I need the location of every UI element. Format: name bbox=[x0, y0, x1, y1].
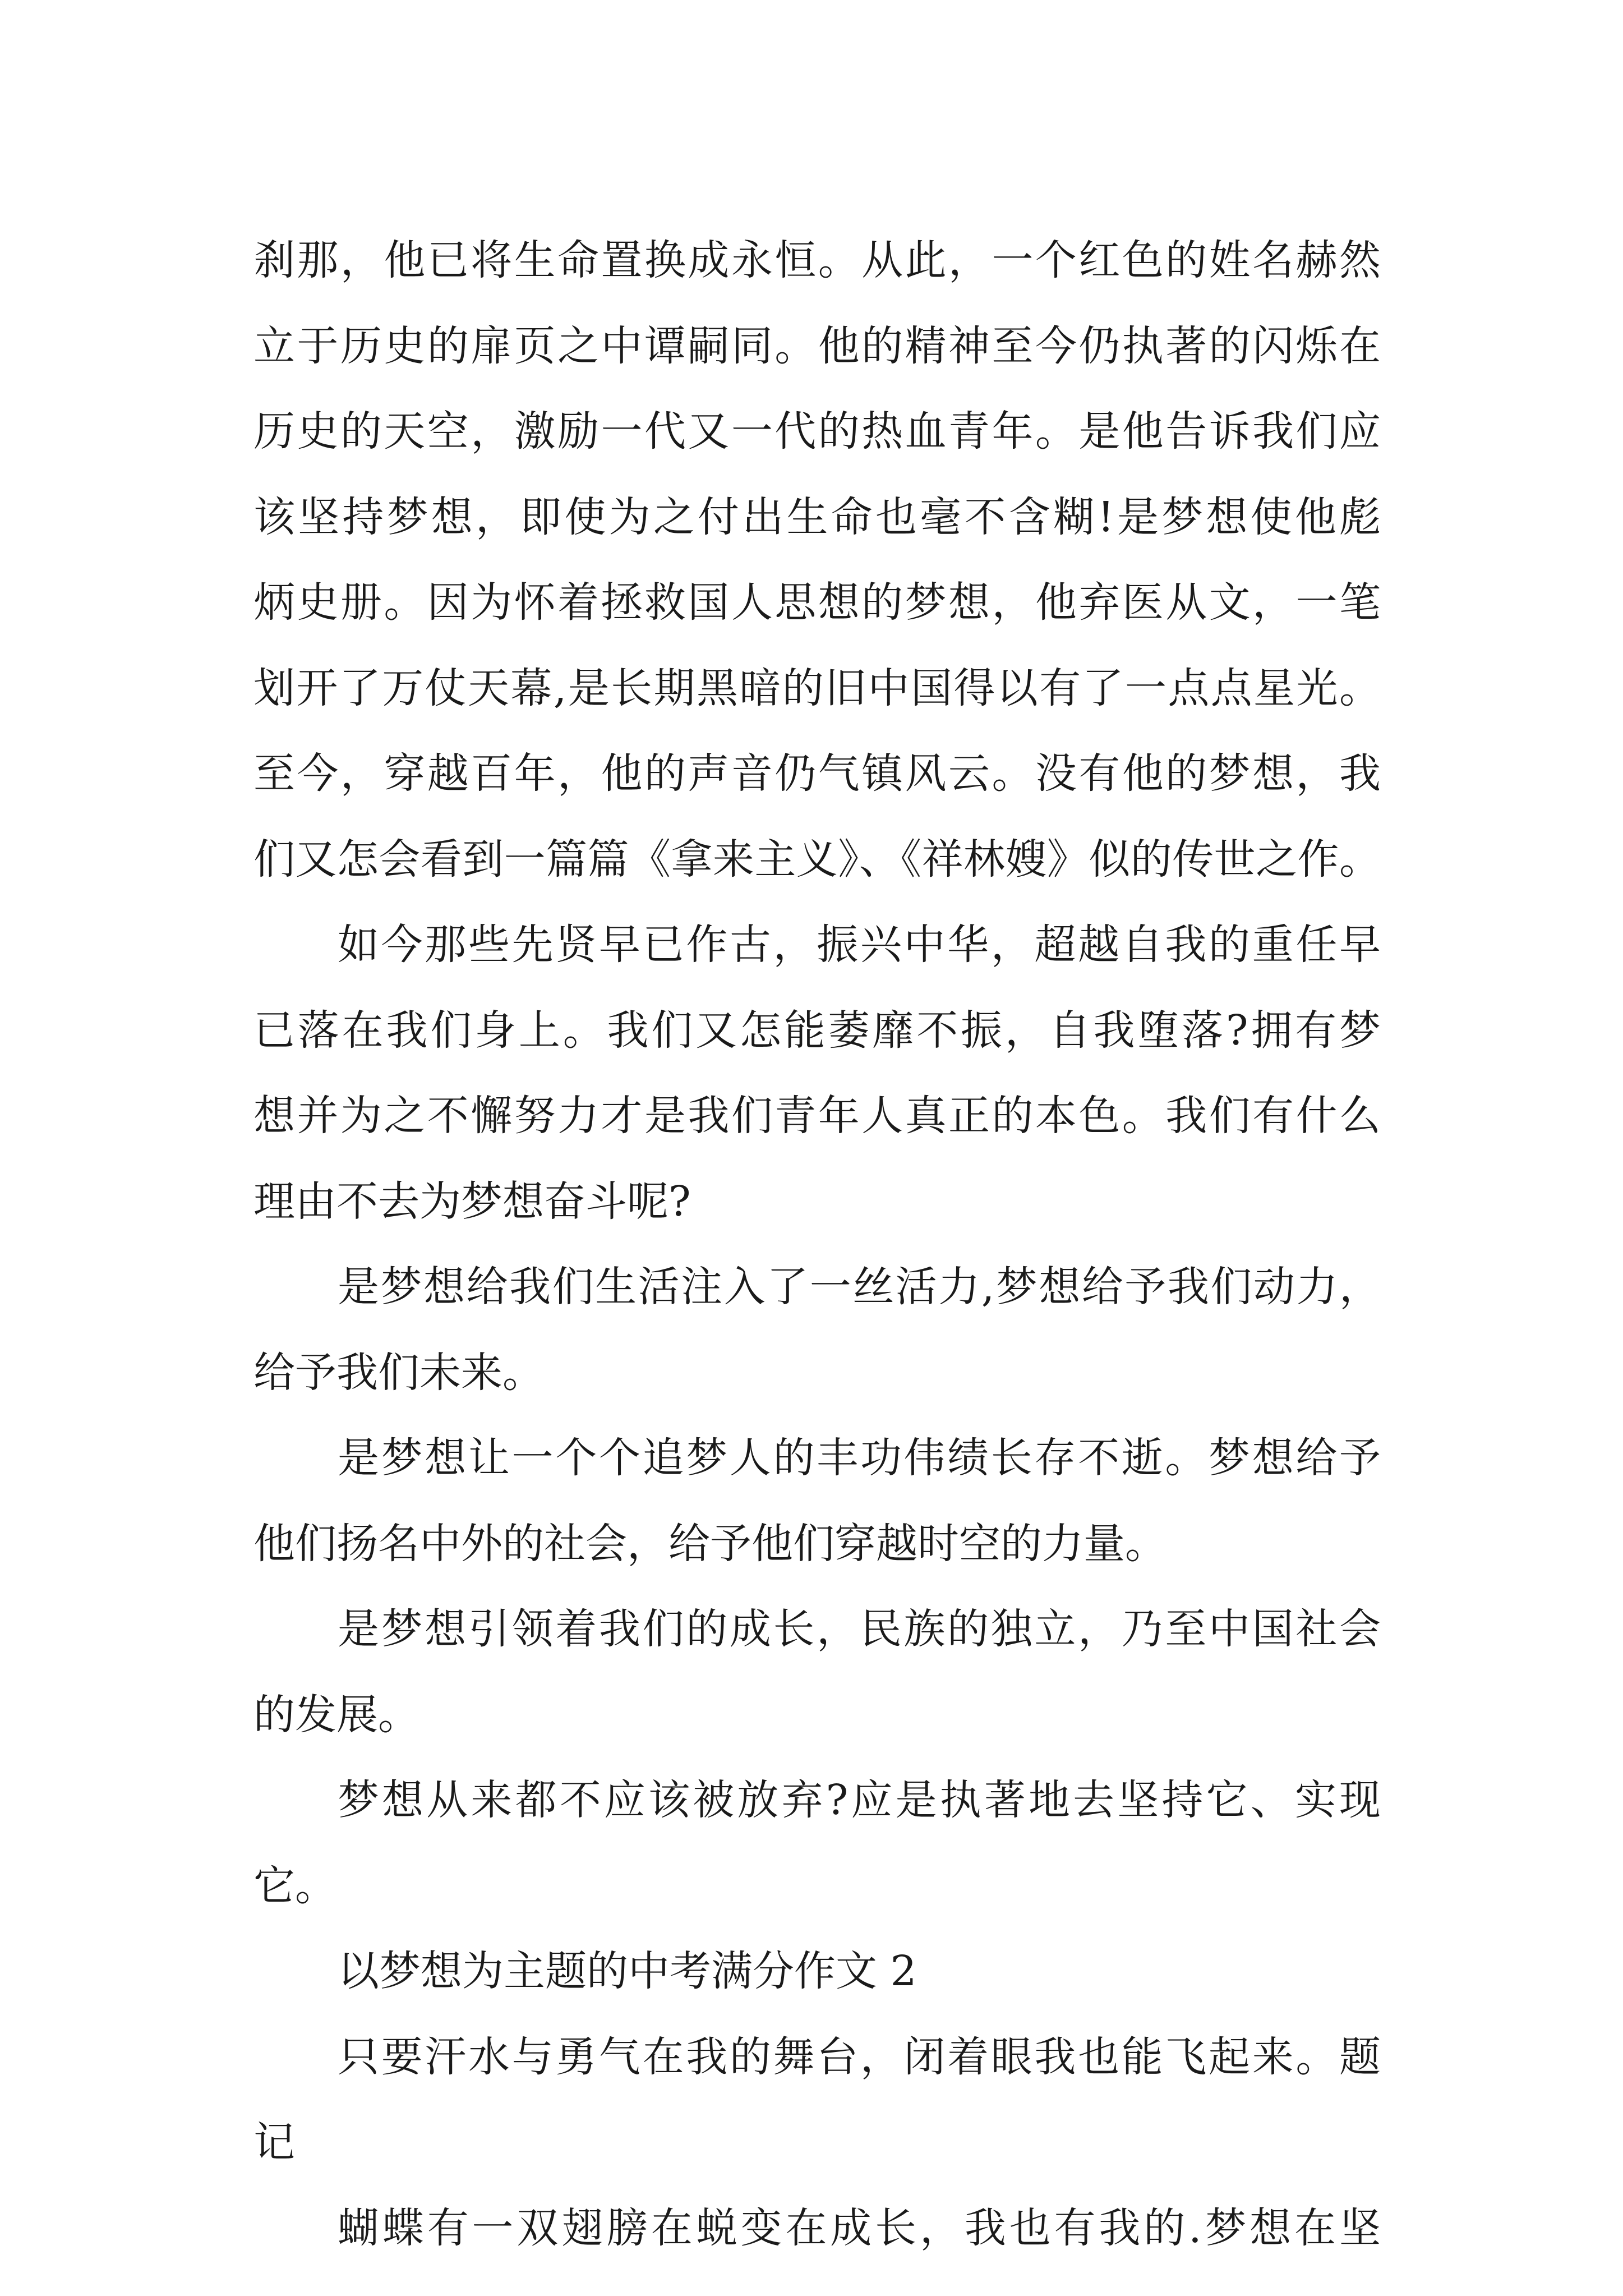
text-line: 立于历史的扉页之中谭嗣同。他的精神至今仍执著的闪烁在 bbox=[253, 321, 1381, 370]
text-line: 给予我们未来。 bbox=[253, 1348, 544, 1397]
text-line: 的发展。 bbox=[253, 1690, 419, 1739]
body-text bbox=[253, 218, 1381, 2271]
text-line: 是梦想给我们生活注入了一丝活力,梦想给予我们动力， bbox=[338, 1263, 1381, 1311]
text-line: 已落在我们身上。我们又怎能萎靡不振，自我堕落?拥有梦 bbox=[253, 1006, 1381, 1055]
text-line: 以梦想为主题的中考满分作文 2 bbox=[338, 1947, 917, 1995]
text-line: 至今，穿越百年，他的声音仍气镇风云。没有他的梦想，我 bbox=[253, 749, 1381, 798]
text-line: 该坚持梦想，即使为之付出生命也毫不含糊!是梦想使他彪 bbox=[253, 493, 1381, 541]
text-line: 是梦想引领着我们的成长，民族的独立，乃至中国社会 bbox=[338, 1605, 1381, 1653]
text-line: 记 bbox=[253, 2118, 295, 2166]
text-line: 们又怎会看到一篇篇《拿来主义》、《祥林嫂》似的传世之作。 bbox=[253, 835, 1381, 884]
text-line: 蝴蝶有一双翅膀在蜕变在成长，我也有我的.梦想在坚 bbox=[338, 2203, 1381, 2252]
text-line: 历史的天空，激励一代又一代的热血青年。是他告诉我们应 bbox=[253, 407, 1381, 455]
text-line: 炳史册。因为怀着拯救国人思想的梦想，他弃医从文，一笔 bbox=[253, 578, 1381, 627]
text-line: 梦想从来都不应该被放弃?应是执著地去坚持它、实现 bbox=[338, 1776, 1381, 1824]
text-line: 他们扬名中外的社会，给予他们穿越时空的力量。 bbox=[253, 1519, 1166, 1568]
text-line: 它。 bbox=[253, 1861, 336, 1910]
text-line: 刹那，他已将生命置换成永恒。从此，一个红色的姓名赫然 bbox=[253, 236, 1381, 284]
text-line: 理由不去为梦想奋斗呢? bbox=[253, 1177, 691, 1226]
text-line: 是梦想让一个个追梦人的丰功伟绩长存不逝。梦想给予 bbox=[338, 1434, 1381, 1482]
text-line: 想并为之不懈努力才是我们青年人真正的本色。我们有什么 bbox=[253, 1092, 1381, 1140]
text-line: 如今那些先贤早已作古，振兴中华，超越自我的重任早 bbox=[338, 921, 1381, 969]
text-line: 划开了万仗天幕,是长期黑暗的旧中国得以有了一点点星光。 bbox=[253, 664, 1381, 712]
text-line: 只要汗水与勇气在我的舞台，闭着眼我也能飞起来。题 bbox=[338, 2032, 1381, 2081]
